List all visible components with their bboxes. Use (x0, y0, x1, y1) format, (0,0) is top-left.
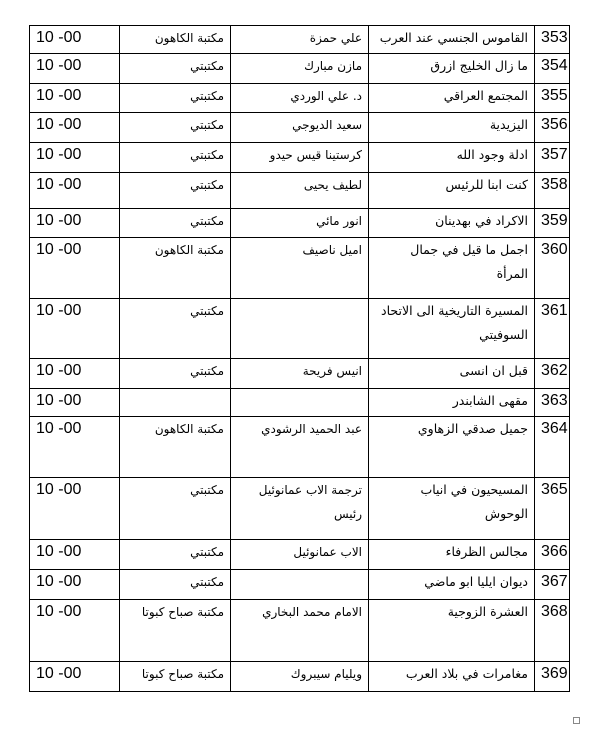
range-cell: 10 -00 (30, 600, 120, 662)
number-cell: 355 (535, 84, 570, 113)
author-cell: انيس فريحة (231, 359, 369, 389)
range-cell: 10 -00 (30, 359, 120, 389)
author-cell: مازن مبارك (231, 54, 369, 84)
location-cell: مكتبة الكاهون (120, 238, 231, 299)
table-row (30, 417, 570, 478)
book-list-body (30, 26, 570, 692)
author-cell: انور مائي (231, 209, 369, 238)
range-cell: 10 -00 (30, 540, 120, 570)
title-cell: الاكراد في بهدينان (369, 209, 535, 238)
table-row (30, 209, 570, 238)
author-cell: علي حمزة (231, 26, 369, 54)
title-cell: كنت ابنا للرئيس (369, 173, 535, 209)
title-cell: قبل ان انسى (369, 359, 535, 389)
number-cell: 359 (535, 209, 570, 238)
author-cell: الامام محمد البخاري (231, 600, 369, 662)
title-cell: ادلة وجود الله (369, 143, 535, 173)
number-cell: 356 (535, 113, 570, 143)
table-row (30, 26, 570, 54)
author-cell: ويليام سيبروك (231, 662, 369, 692)
range-cell: 10 -00 (30, 173, 120, 209)
title-cell: ما زال الخليج ازرق (369, 54, 535, 84)
title-cell: القاموس الجنسي عند العرب (369, 26, 535, 54)
author-cell: لطيف يحيى (231, 173, 369, 209)
author-cell: اميل ناصيف (231, 238, 369, 299)
table-row (30, 84, 570, 113)
location-cell: مكتبتي (120, 143, 231, 173)
author-cell: سعيد الديوجي (231, 113, 369, 143)
location-cell: مكتبتي (120, 173, 231, 209)
location-cell: مكتبتي (120, 113, 231, 143)
table-row (30, 662, 570, 692)
location-cell: مكتبتي (120, 299, 231, 359)
location-cell: مكتبة الكاهون (120, 417, 231, 478)
number-cell: 368 (535, 600, 570, 662)
location-cell: مكتبتي (120, 478, 231, 540)
range-cell: 10 -00 (30, 299, 120, 359)
title-cell: المسيحيون في انياب الوحوش (369, 478, 535, 540)
location-cell: مكتبتي (120, 570, 231, 600)
author-cell (231, 389, 369, 417)
author-cell (231, 570, 369, 600)
number-cell: 354 (535, 54, 570, 84)
range-cell: 10 -00 (30, 417, 120, 478)
table-row (30, 113, 570, 143)
location-cell: مكتبتي (120, 359, 231, 389)
range-cell: 10 -00 (30, 143, 120, 173)
number-cell: 361 (535, 299, 570, 359)
title-cell: جميل صدقي الزهاوي (369, 417, 535, 478)
range-cell: 10 -00 (30, 113, 120, 143)
range-cell: 10 -00 (30, 54, 120, 84)
number-cell: 357 (535, 143, 570, 173)
number-cell: 367 (535, 570, 570, 600)
number-cell: 364 (535, 417, 570, 478)
location-cell: مكتبة صباح كبوتا (120, 662, 231, 692)
author-cell: كرستينا قيس حيدو (231, 143, 369, 173)
number-cell: 366 (535, 540, 570, 570)
range-cell: 10 -00 (30, 209, 120, 238)
location-cell: مكتبة الكاهون (120, 26, 231, 54)
location-cell: مكتبتي (120, 54, 231, 84)
location-cell: مكتبتي (120, 540, 231, 570)
range-cell: 10 -00 (30, 570, 120, 600)
range-cell: 10 -00 (30, 84, 120, 113)
table-row (30, 299, 570, 359)
number-cell: 369 (535, 662, 570, 692)
author-cell: ترجمة الاب عمانوئيل رئيس (231, 478, 369, 540)
table-row (30, 173, 570, 209)
range-cell: 10 -00 (30, 26, 120, 54)
table-row (30, 54, 570, 84)
location-cell: مكتبتي (120, 84, 231, 113)
title-cell: المجتمع العراقي (369, 84, 535, 113)
table-row (30, 478, 570, 540)
title-cell: مجالس الظرفاء (369, 540, 535, 570)
table-row (30, 143, 570, 173)
title-cell: اليزيدية (369, 113, 535, 143)
title-cell: ديوان ايليا ابو ماضي (369, 570, 535, 600)
title-cell: اجمل ما قيل في جمال المرأة (369, 238, 535, 299)
number-cell: 360 (535, 238, 570, 299)
paragraph-mark-icon (573, 717, 580, 724)
table-row (30, 389, 570, 417)
author-cell: عبد الحميد الرشودي (231, 417, 369, 478)
title-cell: العشرة الزوجية (369, 600, 535, 662)
title-cell: مغامرات في بلاد العرب (369, 662, 535, 692)
author-cell: الاب عمانوئيل (231, 540, 369, 570)
range-cell: 10 -00 (30, 478, 120, 540)
range-cell: 10 -00 (30, 389, 120, 417)
table-row (30, 570, 570, 600)
location-cell: مكتبة صباح كبوتا (120, 600, 231, 662)
location-cell: مكتبتي (120, 209, 231, 238)
title-cell: المسيرة التاريخية الى الاتحاد السوفيتي (369, 299, 535, 359)
number-cell: 365 (535, 478, 570, 540)
author-cell (231, 299, 369, 359)
number-cell: 363 (535, 389, 570, 417)
number-cell: 362 (535, 359, 570, 389)
table-row (30, 540, 570, 570)
location-cell (120, 389, 231, 417)
table-row (30, 600, 570, 662)
number-cell: 353 (535, 26, 570, 54)
table-row (30, 359, 570, 389)
table-row (30, 238, 570, 299)
author-cell: د. علي الوردي (231, 84, 369, 113)
number-cell: 358 (535, 173, 570, 209)
range-cell: 10 -00 (30, 238, 120, 299)
range-cell: 10 -00 (30, 662, 120, 692)
book-list-table (29, 25, 570, 692)
title-cell: مقهى الشابندر (369, 389, 535, 417)
